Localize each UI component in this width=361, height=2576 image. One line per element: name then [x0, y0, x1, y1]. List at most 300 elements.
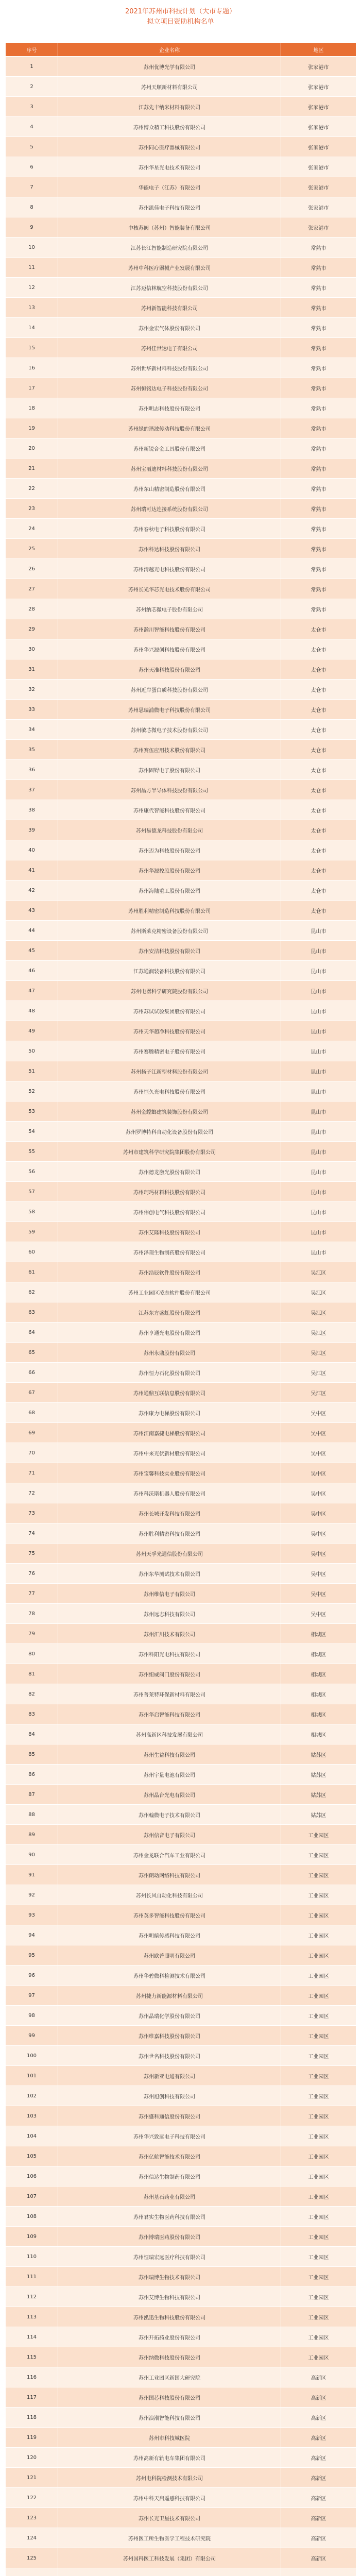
- row-company: 苏州高新有轨电车集团有限公司: [58, 2448, 281, 2468]
- row-region: 高新区: [281, 2508, 356, 2528]
- table-row: [6, 740, 356, 760]
- row-index: 31: [6, 659, 58, 680]
- row-company: 苏州工业园区凌志软件股份有限公司: [58, 1282, 281, 1302]
- row-company: 苏州信音电子有限公司: [58, 1825, 281, 1845]
- page-subtitle: 拟立项目资助机构名单: [147, 18, 214, 26]
- row-company: 苏州绿的谐波传动科技股份有限公司: [58, 418, 281, 438]
- row-index: 48: [6, 1001, 58, 1021]
- row-company: 苏州扬子江新型材料股份有限公司: [58, 1061, 281, 1081]
- table-row: [6, 1001, 356, 1021]
- row-company: 江苏先丰纳米材料有限公司: [58, 97, 281, 117]
- table-row: [6, 318, 356, 338]
- row-region: 昆山市: [281, 1242, 356, 1262]
- row-company: 苏州亨通光电股份有限公司: [58, 1323, 281, 1343]
- row-region: 工业园区: [281, 2106, 356, 2126]
- row-index: 50: [6, 1041, 58, 1061]
- row-index: 77: [6, 1584, 58, 1604]
- row-index: 120: [6, 2448, 58, 2468]
- table-row: [6, 1081, 356, 1101]
- row-index: 58: [6, 1202, 58, 1222]
- row-index: 78: [6, 1604, 58, 1624]
- row-company: 苏州博众精工科技股份有限公司: [58, 117, 281, 137]
- row-index: 13: [6, 298, 58, 318]
- table-row: [6, 1423, 356, 1443]
- table-row: [6, 981, 356, 1001]
- row-index: 45: [6, 941, 58, 961]
- table-row: [6, 579, 356, 599]
- row-index: 23: [6, 499, 58, 519]
- row-region: 昆山市: [281, 1202, 356, 1222]
- row-index: 18: [6, 398, 58, 418]
- row-region: 吴中区: [281, 1503, 356, 1523]
- row-index: 28: [6, 599, 58, 619]
- row-index: 92: [6, 1885, 58, 1905]
- row-company: 苏州固锝电子股份有限公司: [58, 760, 281, 780]
- row-index: 10: [6, 238, 58, 258]
- row-index: 49: [6, 1021, 58, 1041]
- row-company: 苏州君实生物医药科技有限公司: [58, 2207, 281, 2227]
- row-region: 工业园区: [281, 1965, 356, 1986]
- row-region: 吴江区: [281, 1383, 356, 1403]
- row-region: 工业园区: [281, 2126, 356, 2146]
- row-region: 张家港市: [281, 97, 356, 117]
- row-index: 61: [6, 1262, 58, 1282]
- row-index: 55: [6, 1142, 58, 1162]
- table-row: [6, 880, 356, 901]
- table-row: [6, 2428, 356, 2448]
- row-company: 苏州生益科技有限公司: [58, 1744, 281, 1765]
- row-company: 苏州科沃斯机器人股份有限公司: [58, 1483, 281, 1503]
- row-company: 苏州高新区科技发展有限公司: [58, 1724, 281, 1744]
- row-company: 苏州中来光伏新材股份有限公司: [58, 1443, 281, 1463]
- row-region: 太仓市: [281, 639, 356, 659]
- row-region: 张家港市: [281, 157, 356, 177]
- row-company: 苏州新锐合金工具股份有限公司: [58, 438, 281, 459]
- row-company: 苏州胜利精密科技有限公司: [58, 1523, 281, 1544]
- table-row: [6, 197, 356, 217]
- row-region: 工业园区: [281, 2146, 356, 2166]
- row-company: 苏州康力电梯股份有限公司: [58, 1403, 281, 1423]
- row-company: 苏州远志科技有限公司: [58, 1604, 281, 1624]
- table-row: [6, 1564, 356, 1584]
- row-company: 江苏迈信林航空科技股份有限公司: [58, 278, 281, 298]
- row-index: 4: [6, 117, 58, 137]
- row-company: 苏州瀚川智能科技股份有限公司: [58, 619, 281, 639]
- row-company: 苏州电科院检测技术有限公司: [58, 2468, 281, 2488]
- row-index: 114: [6, 2327, 58, 2347]
- row-index: 110: [6, 2247, 58, 2267]
- row-company: 苏州市建筑科学研究院集团股份有限公司: [58, 1142, 281, 1162]
- row-company: 苏州永鼎股份有限公司: [58, 1343, 281, 1363]
- row-region: 太仓市: [281, 700, 356, 720]
- row-company: 苏州天准科技股份有限公司: [58, 659, 281, 680]
- row-company: 苏州珂玛材料科技股份有限公司: [58, 1182, 281, 1202]
- row-index: 57: [6, 1182, 58, 1202]
- row-region: 工业园区: [281, 2166, 356, 2187]
- row-company: 苏州佳世达电子有限公司: [58, 338, 281, 358]
- row-index: 97: [6, 1986, 58, 2006]
- row-index: 54: [6, 1122, 58, 1142]
- row-index: 24: [6, 519, 58, 539]
- row-company: 苏州清越光电科技股份有限公司: [58, 559, 281, 579]
- table-row: [6, 1925, 356, 1945]
- row-index: 108: [6, 2207, 58, 2227]
- row-index: 76: [6, 1564, 58, 1584]
- row-region: 吴江区: [281, 1323, 356, 1343]
- row-region: 吴中区: [281, 1523, 356, 1544]
- table-row: [6, 298, 356, 318]
- row-company: 苏州易德龙科技股份有限公司: [58, 820, 281, 840]
- row-region: 工业园区: [281, 2187, 356, 2207]
- table-row: [6, 238, 356, 258]
- table-row: [6, 2548, 356, 2568]
- table-row: [6, 2146, 356, 2166]
- row-company: 苏州天孚光通信股份有限公司: [58, 1544, 281, 1564]
- row-region: 昆山市: [281, 1041, 356, 1061]
- row-company: 苏州汇川技术有限公司: [58, 1624, 281, 1644]
- row-region: 工业园区: [281, 2347, 356, 2367]
- row-region: 吴江区: [281, 1302, 356, 1323]
- table-row: [6, 438, 356, 459]
- row-region: 昆山市: [281, 1061, 356, 1081]
- row-index: 93: [6, 1905, 58, 1925]
- row-index: 7: [6, 177, 58, 197]
- title-block: [5, 5, 356, 42]
- row-region: 姑苏区: [281, 1785, 356, 1805]
- row-index: 84: [6, 1724, 58, 1744]
- row-index: 118: [6, 2408, 58, 2428]
- row-region: 吴江区: [281, 1282, 356, 1302]
- table-row: [6, 519, 356, 539]
- row-index: 63: [6, 1302, 58, 1323]
- table-row: [6, 2307, 356, 2327]
- row-region: 姑苏区: [281, 1765, 356, 1785]
- table-row: [6, 157, 356, 177]
- table-row: [6, 2106, 356, 2126]
- table-row: [6, 1704, 356, 1724]
- row-region: 张家港市: [281, 117, 356, 137]
- row-region: 常熟市: [281, 438, 356, 459]
- row-region: [281, 2568, 356, 2576]
- row-company: 苏州海陆重工股份有限公司: [58, 880, 281, 901]
- row-company: 苏州东华测试技术有限公司: [58, 1564, 281, 1584]
- table-row: [6, 800, 356, 820]
- row-company: 苏州华兴源创科技股份有限公司: [58, 639, 281, 659]
- row-company: 苏州东山精密制造股份有限公司: [58, 479, 281, 499]
- row-index: 14: [6, 318, 58, 338]
- row-region: 工业园区: [281, 1845, 356, 1865]
- row-company: 苏州普莱特环保新材料有限公司: [58, 1684, 281, 1704]
- table-row: [6, 2568, 356, 2576]
- row-region: 常熟市: [281, 238, 356, 258]
- row-index: 91: [6, 1865, 58, 1885]
- row-region: 高新区: [281, 2468, 356, 2488]
- table-row: [6, 2468, 356, 2488]
- table-row: [6, 961, 356, 981]
- table-row: [6, 1965, 356, 1986]
- table-row: [6, 2528, 356, 2548]
- row-index: 68: [6, 1403, 58, 1423]
- table-row: [6, 2046, 356, 2066]
- row-region: 工业园区: [281, 2046, 356, 2066]
- row-company: 苏州医工所生物医学工程技术研究院: [58, 2528, 281, 2548]
- row-company: 苏州华星光电技术有限公司: [58, 157, 281, 177]
- row-index: 35: [6, 740, 58, 760]
- row-index: 113: [6, 2307, 58, 2327]
- row-index: 51: [6, 1061, 58, 1081]
- row-index: 47: [6, 981, 58, 1001]
- table-row: [6, 860, 356, 880]
- row-company: 苏州国芯科技股份有限公司: [58, 2387, 281, 2408]
- table-row: [6, 338, 356, 358]
- table-header-row: [6, 43, 356, 57]
- table-row: [6, 2287, 356, 2307]
- row-region: 太仓市: [281, 780, 356, 800]
- row-company: 苏州新亚电通有限公司: [58, 2066, 281, 2086]
- table-row: [6, 559, 356, 579]
- row-region: 常熟市: [281, 599, 356, 619]
- table-row: [6, 2387, 356, 2408]
- row-index: 6: [6, 157, 58, 177]
- table-row: [6, 1483, 356, 1503]
- table-row: [6, 1905, 356, 1925]
- table-row: [6, 1202, 356, 1222]
- row-region: 吴中区: [281, 1403, 356, 1423]
- row-region: 常熟市: [281, 418, 356, 438]
- row-region: 吴中区: [281, 1544, 356, 1564]
- table-row: [6, 700, 356, 720]
- row-region: 高新区: [281, 2387, 356, 2408]
- row-index: 106: [6, 2166, 58, 2187]
- row-region: 张家港市: [281, 217, 356, 238]
- row-index: 42: [6, 880, 58, 901]
- row-region: 工业园区: [281, 2026, 356, 2046]
- row-index: 75: [6, 1544, 58, 1564]
- table-row: [6, 117, 356, 137]
- row-region: 常熟市: [281, 258, 356, 278]
- row-region: 常熟市: [281, 278, 356, 298]
- table-row: [6, 2026, 356, 2046]
- table-row: [6, 539, 356, 559]
- row-region: 昆山市: [281, 1001, 356, 1021]
- row-index: 9: [6, 217, 58, 238]
- row-index: 2: [6, 77, 58, 97]
- row-company: 苏州艾隆科技股份有限公司: [58, 1222, 281, 1242]
- row-company: 苏州伟创电气科技股份有限公司: [58, 1202, 281, 1222]
- row-index: 16: [6, 358, 58, 378]
- table-row: [6, 2408, 356, 2428]
- row-region: 太仓市: [281, 840, 356, 860]
- row-company: 苏州康代智能科技股份有限公司: [58, 800, 281, 820]
- row-company: 江苏长江智能制造研究院有限公司: [58, 238, 281, 258]
- row-index: 34: [6, 720, 58, 740]
- table-row: [6, 217, 356, 238]
- table-row: [6, 1041, 356, 1061]
- row-index: 124: [6, 2528, 58, 2548]
- row-region: 工业园区: [281, 1885, 356, 1905]
- row-index: 73: [6, 1503, 58, 1523]
- table-row: [6, 619, 356, 639]
- row-index: 26: [6, 559, 58, 579]
- table-row: [6, 1765, 356, 1785]
- table-row: [6, 1825, 356, 1845]
- row-region: 相城区: [281, 1684, 356, 1704]
- table-row: [6, 2086, 356, 2106]
- row-company: 苏州欧普照明有限公司: [58, 1945, 281, 1965]
- row-index: 44: [6, 921, 58, 941]
- row-company: 苏州晶瑞化学股份有限公司: [58, 2006, 281, 2026]
- row-region: 吴中区: [281, 1463, 356, 1483]
- row-company: 苏州天华超净科技股份有限公司: [58, 1021, 281, 1041]
- table-row: [6, 1785, 356, 1805]
- table-row: [6, 1101, 356, 1122]
- row-region: 张家港市: [281, 177, 356, 197]
- table-row: [6, 1544, 356, 1564]
- row-company: 苏州恒铭达电子科技股份有限公司: [58, 378, 281, 398]
- row-company: 苏州金螳螂建筑装饰股份有限公司: [58, 1101, 281, 1122]
- row-region: 吴江区: [281, 1343, 356, 1363]
- table-row: [6, 378, 356, 398]
- row-company: 苏州浪潮智能科技有限公司: [58, 2408, 281, 2428]
- row-region: 太仓市: [281, 880, 356, 901]
- row-index: 72: [6, 1483, 58, 1503]
- table-row: [6, 2227, 356, 2247]
- table-row: [6, 2488, 356, 2508]
- row-company: 苏州迈为科技股份有限公司: [58, 840, 281, 860]
- row-company: 苏州英多智能科技股份有限公司: [58, 1905, 281, 1925]
- table-row: [6, 901, 356, 921]
- row-region: 工业园区: [281, 1925, 356, 1945]
- row-index: 38: [6, 800, 58, 820]
- row-region: 工业园区: [281, 2227, 356, 2247]
- row-company: 江苏东方盛虹股份有限公司: [58, 1302, 281, 1323]
- row-company: 苏州信达生物制药有限公司: [58, 2166, 281, 2187]
- table-row: [6, 659, 356, 680]
- row-region: 太仓市: [281, 820, 356, 840]
- row-index: 119: [6, 2428, 58, 2448]
- row-company: 苏州翰微电子技术有限公司: [58, 1805, 281, 1825]
- row-region: 常熟市: [281, 539, 356, 559]
- row-index: 30: [6, 639, 58, 659]
- row-company: 苏州捷力新能源材料有限公司: [58, 1986, 281, 2006]
- table-row: [6, 1343, 356, 1363]
- table-row: [6, 941, 356, 961]
- row-region: 常熟市: [281, 559, 356, 579]
- table-row: [6, 97, 356, 117]
- row-region: 相城区: [281, 1644, 356, 1664]
- row-company: 苏州赛伍应用技术股份有限公司: [58, 740, 281, 760]
- page-title: 2021年苏州市科技计划（大市专题）: [125, 8, 236, 15]
- row-index: 117: [6, 2387, 58, 2408]
- row-index: 8: [6, 197, 58, 217]
- row-region: 高新区: [281, 2367, 356, 2387]
- row-company: 苏州近岸蛋白质科技股份有限公司: [58, 680, 281, 700]
- row-company: 苏州长风自动化科技有限公司: [58, 1885, 281, 1905]
- row-company: 苏州新智能科技有限公司: [58, 298, 281, 318]
- row-company: 苏州德龙激光股份有限公司: [58, 1162, 281, 1182]
- row-region: 吴中区: [281, 1483, 356, 1503]
- table-row: [6, 1986, 356, 2006]
- row-company: 苏州中科天启遥感科技有限公司: [58, 2488, 281, 2508]
- table-row: [6, 2267, 356, 2287]
- header-index: 序号: [6, 43, 58, 57]
- row-region: 高新区: [281, 2448, 356, 2468]
- row-index: 25: [6, 539, 58, 559]
- row-index: 96: [6, 1965, 58, 1986]
- table-row: [6, 2508, 356, 2528]
- table-row: [6, 2006, 356, 2026]
- table-row: [6, 1262, 356, 1282]
- row-region: 昆山市: [281, 1222, 356, 1242]
- row-index: 46: [6, 961, 58, 981]
- table-row: [6, 1242, 356, 1262]
- row-company: 苏州基石药业有限公司: [58, 2187, 281, 2207]
- row-region: 张家港市: [281, 137, 356, 157]
- table-row: [6, 2247, 356, 2267]
- row-company: 苏州胜利精密制造科技股份有限公司: [58, 901, 281, 921]
- table-row: [6, 2347, 356, 2367]
- table-row: [6, 77, 356, 97]
- row-index: 29: [6, 619, 58, 639]
- row-region: 工业园区: [281, 2267, 356, 2287]
- row-index: 36: [6, 760, 58, 780]
- row-company: 苏州华启智能科技有限公司: [58, 1704, 281, 1724]
- row-index: 65: [6, 1343, 58, 1363]
- row-region: 工业园区: [281, 2327, 356, 2347]
- table-row: [6, 398, 356, 418]
- row-index: 19: [6, 418, 58, 438]
- row-region: 吴中区: [281, 1423, 356, 1443]
- table-row: [6, 680, 356, 700]
- row-region: 相城区: [281, 1724, 356, 1744]
- row-region: 昆山市: [281, 1142, 356, 1162]
- row-index: 88: [6, 1805, 58, 1825]
- table-row: [6, 57, 356, 77]
- row-company: 苏州电器科学研究院股份有限公司: [58, 981, 281, 1001]
- row-company: 苏州明皜传感科技有限公司: [58, 1925, 281, 1945]
- row-company: 苏州恒瑞宏远医疗科技有限公司: [58, 2247, 281, 2267]
- row-company: 苏州长光华芯光电技术股份有限公司: [58, 579, 281, 599]
- row-region: 高新区: [281, 2528, 356, 2548]
- table-row: [6, 358, 356, 378]
- row-index: 90: [6, 1845, 58, 1865]
- row-index: 59: [6, 1222, 58, 1242]
- row-company: 苏州科阳光电科技有限公司: [58, 1644, 281, 1664]
- header-region: 地区: [281, 43, 356, 57]
- row-company: [58, 2568, 281, 2576]
- row-company: 苏州中科医疗器械产业发展有限公司: [58, 258, 281, 278]
- row-region: 常熟市: [281, 338, 356, 358]
- row-region: 常熟市: [281, 519, 356, 539]
- row-region: 相城区: [281, 1704, 356, 1724]
- row-company: 苏州纽威阀门股份有限公司: [58, 1664, 281, 1684]
- row-company: 苏州维嘉科技股份有限公司: [58, 2026, 281, 2046]
- row-region: 相城区: [281, 1624, 356, 1644]
- row-region: 工业园区: [281, 2006, 356, 2026]
- row-company: 苏州同心医疗器械有限公司: [58, 137, 281, 157]
- row-company: 苏州浩辰软件股份有限公司: [58, 1262, 281, 1282]
- table-row: [6, 720, 356, 740]
- row-region: 昆山市: [281, 1182, 356, 1202]
- row-company: 苏州凯佳电子科技有限公司: [58, 197, 281, 217]
- row-company: 苏州瑞博生物技术有限公司: [58, 2267, 281, 2287]
- table-body: [6, 57, 356, 2576]
- row-region: 昆山市: [281, 1162, 356, 1182]
- table-row: [6, 2187, 356, 2207]
- table-row: [6, 1845, 356, 1865]
- row-company: 苏州纳芯微电子股份有限公司: [58, 599, 281, 619]
- row-index: 87: [6, 1785, 58, 1805]
